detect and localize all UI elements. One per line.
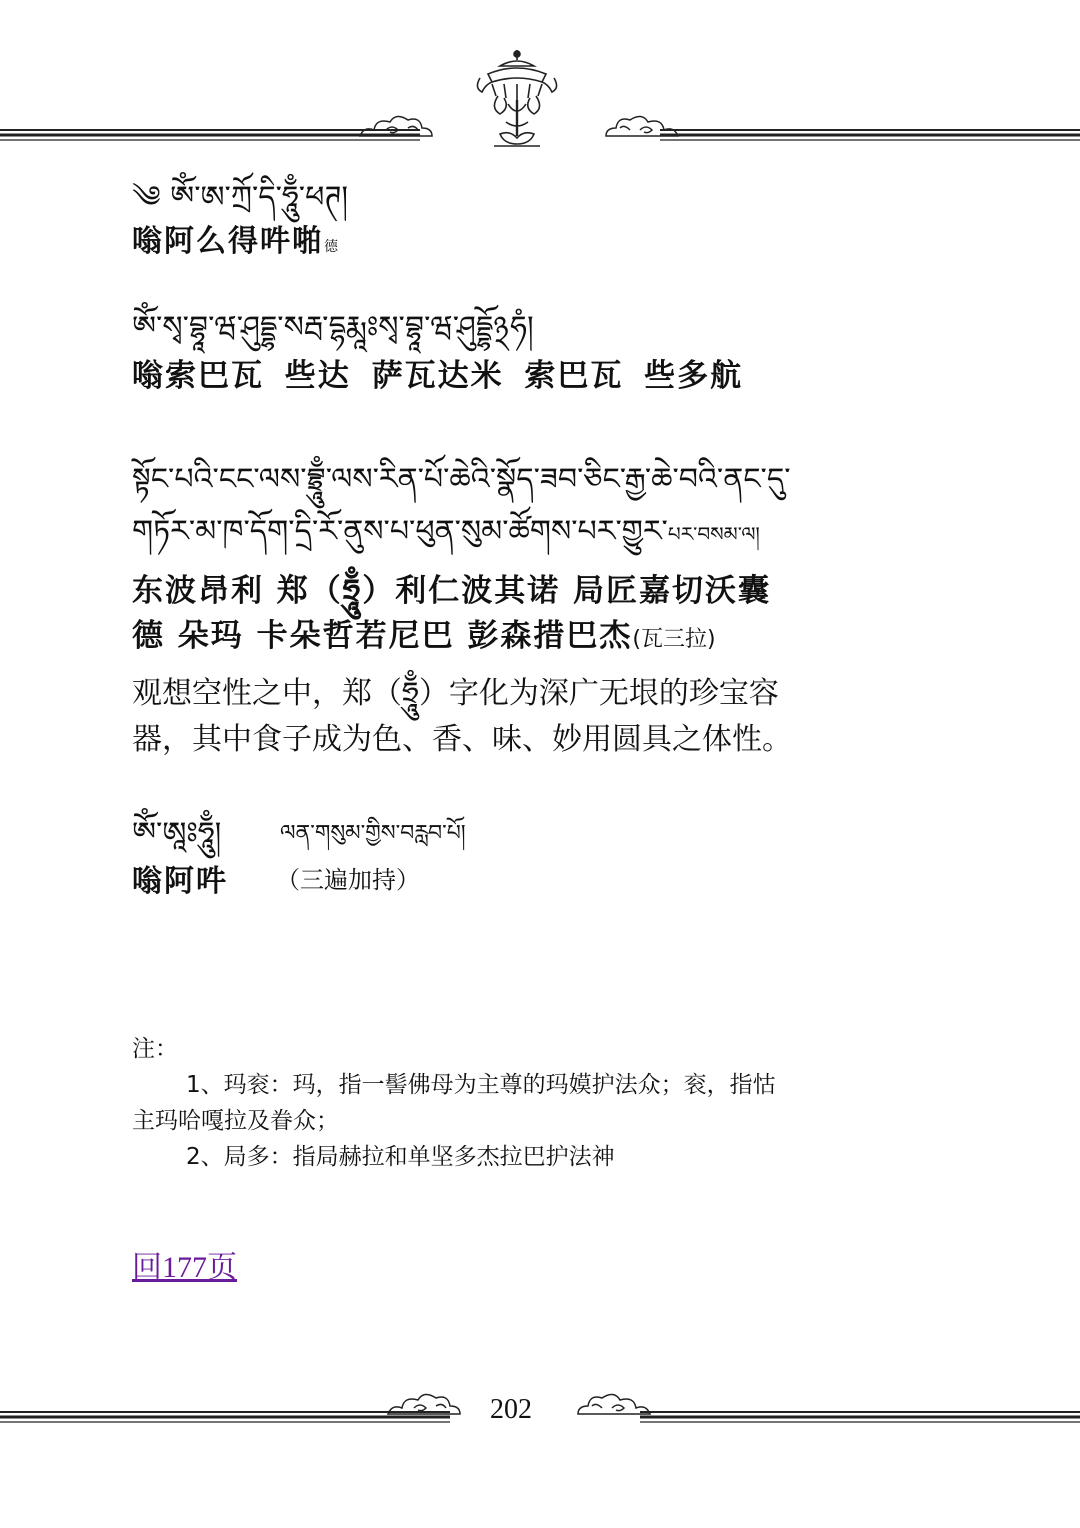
footer-rule xyxy=(0,1402,1080,1428)
verse-chinese-line1: 东波昂利 郑（ཧྲཱུྃ）利仁波其诺 局匠嘉切沃囊 xyxy=(132,573,772,609)
verse-tibetan-line2-small: པར་བསམ་ལ། xyxy=(667,522,760,546)
verse-meaning-line2: 器，其中食子成为色、香、味、妙用圆具之体性。 xyxy=(132,722,792,757)
verse-chinese-line2-text: 德 朵玛 卡朵哲若尼巴 彭森措巴杰 xyxy=(132,618,633,654)
mantra1-tibetan: ༄ ཨོཾ་ཨ་ཀྲོ་དི་ཧཱུྃ་ཕཊ། xyxy=(132,180,349,215)
verse-tibetan-line2-text: གཏོར་མ་ཁ་དོག་དྲི་རོ་ནུས་པ་ཕུན་སུམ་ཚོགས་པར་གྱུར་ xyxy=(132,514,668,549)
mantra1-chinese-text: 嗡阿么得吽啪 xyxy=(132,224,324,259)
mantra3-chinese-note: （三遍加持） xyxy=(276,866,420,894)
verse-chinese-line2 xyxy=(132,610,716,655)
mantra3-chinese: 嗡阿吽 xyxy=(132,864,228,899)
footer-cloud-left-icon xyxy=(384,1386,464,1420)
cloud-right-icon xyxy=(602,110,682,142)
back-to-page-link[interactable]: 回177页 xyxy=(132,1251,237,1284)
mantra2-chinese: 嗡索巴瓦 些达 萨瓦达米 索巴瓦 些多航 xyxy=(132,358,744,394)
footer-cloud-right-icon xyxy=(574,1386,654,1420)
notes-item2: 2、局多：指局赫拉和单坚多杰拉巴护法神 xyxy=(186,1144,615,1170)
mantra1-chinese-small: 德 xyxy=(324,239,338,255)
notes-heading: 注： xyxy=(132,1036,178,1062)
page-number: 202 xyxy=(490,1394,532,1425)
mantra3-tibetan: ཨོཾ་ཨཱཿཧཱུྃ། xyxy=(132,816,222,851)
verse-chinese-line2-small: (瓦三拉) xyxy=(632,627,716,652)
notes-item1-line1: 1、玛衮：玛，指一髻佛母为主尊的玛嫫护法众；衮，指怙 xyxy=(186,1072,776,1098)
mantra2-tibetan: ཨོཾ་སྭ་བྷཱ་ཝ་ཤུདྡྷ་སརྦ་དྷརྨཱཿསྭ་བྷཱ་ཝ་ཤུདྡྷོ྅ཧཾ། xyxy=(132,310,534,345)
cloud-left-icon xyxy=(356,110,436,142)
verse-meaning-line1: 观想空性之中，郑（ཧྲཱུྃ）字化为深广无垠的珍宝容 xyxy=(132,676,779,711)
mantra3-tibetan-note: ལན་གསུམ་གྱིས་བརླབ་པོ། xyxy=(280,821,466,846)
notes-item1-line2: 主玛哈嘎拉及眷众； xyxy=(132,1108,339,1134)
mantra1-chinese xyxy=(132,216,338,260)
header-rule xyxy=(0,126,1080,146)
verse-tibetan-line1: སྟོང་པའི་ངང་ལས་བྷྲཱུྃ་ལས་རིན་པོ་ཆེའི་སྣོད་ཟབ་ཅིང་རྒྱ་ཆེ་བའི་ནང་དུ་ xyxy=(132,462,791,497)
